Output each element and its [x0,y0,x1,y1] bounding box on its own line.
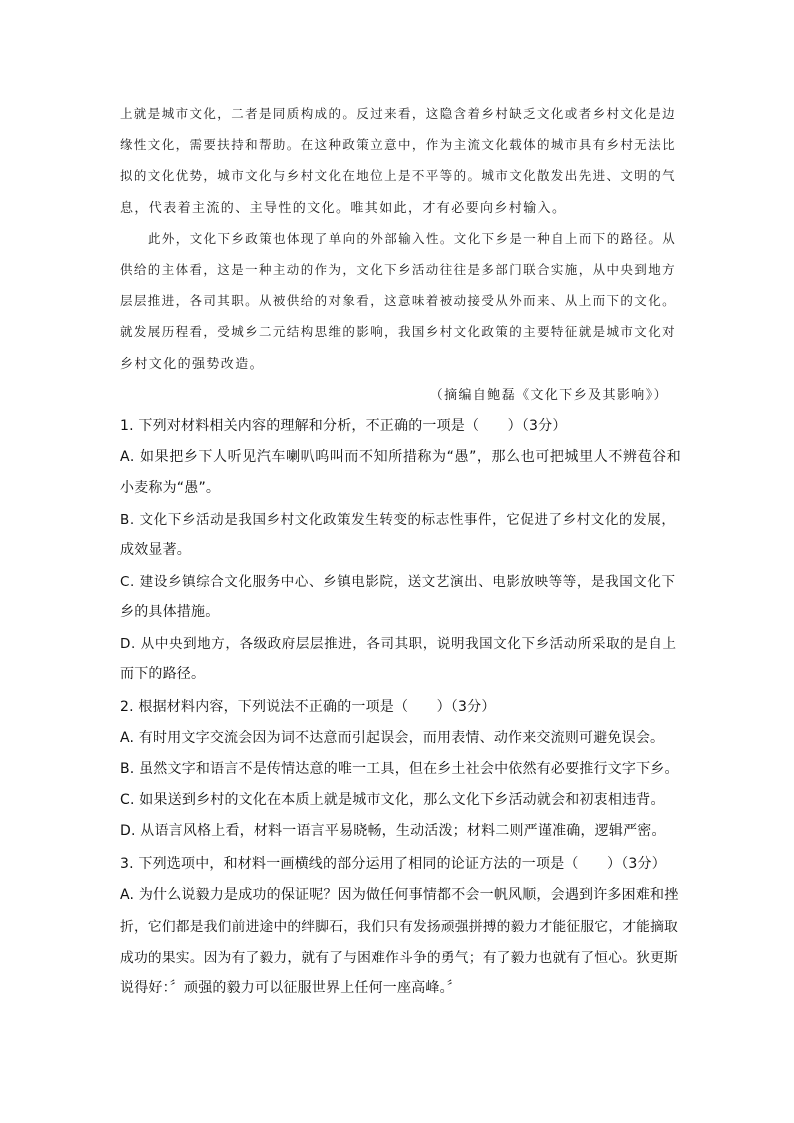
question-1-stem: 1. 下列对材料相关内容的理解和分析，不正确的一项是（ ）（3分） [120,418,567,434]
question-1-option-d: D. 从中央到地方，各级政府层层推进，各司其职，说明我国文化下乡活动所采取的是自上 [120,636,677,652]
question-1-option-c: C. 建设乡镇综合文化服务中心、乡镇电影院，送文艺演出、电影放映等等，是我国文化下 [120,574,676,590]
passage-line: 就发展历程看，受城乡二元结构思维的影响，我国乡村文化政策的主要特征就是城市文化对 [120,324,677,339]
question-3-option-a-cont: 说得好：〞顽强的毅力可以征服世界上任何一座高峰。〞 [120,980,461,996]
question-2-option-d: D. 从语言风格上看，材料一语言平易晓畅，生动活泼；材料二则严谨准确，逻辑严密。 [120,823,666,839]
passage-line: 息，代表着主流的、主导性的文化。唯其如此，才有必要向乡村输入。 [120,201,567,216]
question-1-option-d-cont: 而下的路径。 [120,666,206,682]
question-2-option-a: A. 有时用文字交流会因为词不达意而引起误会，而用表情、动作来交流则可避免误会。 [120,730,665,746]
passage-source: （摘编自鲍磊《文化下乡及其影响》） [429,388,668,403]
question-1-option-b: B. 文化下乡活动是我国乡村文化政策发生转变的标志性事件，它促进了乡村文化的发展， [120,512,676,528]
question-1-option-a: A. 如果把乡下人听见汽车喇叭呜叫而不知所措称为“愚”，那么也可把城里人不辨苞谷和 [120,449,682,465]
question-3-option-a: A. 为什么说毅力是成功的保证呢？因为做任何事情都不会一帆风顺，会遇到许多困难和挫 [120,887,679,903]
question-3-option-a-cont: 成功的果实。因为有了毅力，就有了与困难作斗争的勇气；有了毅力也就有了恒心。狄更斯 [120,950,679,966]
question-1-option-c-cont: 乡的具体措施。 [120,604,220,620]
passage-line: 拟的文化优势，城市文化与乡村文化在地位上是不平等的。城市文化散发出先进、文明的气 [120,168,677,183]
question-1-option-a-cont: 小麦称为“愚”。 [120,480,221,496]
passage-line: 上就是城市文化，二者是同质构成的。反过来看，这隐含着乡村缺乏文化或者乡村文化是边 [120,106,677,121]
passage-line: 此外，文化下乡政策也体现了单向的外部输入性。文化下乡是一种自上而下的路径。从 [148,231,677,246]
question-2-option-c: C. 如果送到乡村的文化在本质上就是城市文化，那么文化下乡活动就会和初衷相违背。 [120,792,665,808]
passage-line: 乡村文化的强势改造。 [120,357,265,372]
question-3-stem: 3. 下列选项中，和材料一画横线的部分运用了相同的论证方法的一项是（ ）（3分） [120,856,666,872]
passage-line: 缘性文化，需要扶持和帮助。在这种政策立意中，作为主流文化载体的城市具有乡村无法比 [120,137,677,152]
question-2-stem: 2. 根据材料内容，下列说法不正确的一项是（ ）（3分） [120,699,496,715]
passage-line: 层层推进，各司其职。从被供给的对象看，这意味着被动接受从外而来、从上而下的文化。 [120,293,677,308]
question-3-option-a-cont: 折，它们都是我们前进途中的绊脚石，我们只有发扬顽强拼搏的毅力才能征服它，才能摘取 [120,919,679,935]
question-2-option-b: B. 虽然文字和语言不是传情达意的唯一工具，但在乡土社会中依然有必要推行文字下乡。 [120,761,679,777]
question-1-option-b-cont: 成效显著。 [120,542,191,558]
passage-line: 供给的主体看，这是一种主动的作为，文化下乡活动往往是多部门联合实施，从中央到地方 [120,262,677,277]
